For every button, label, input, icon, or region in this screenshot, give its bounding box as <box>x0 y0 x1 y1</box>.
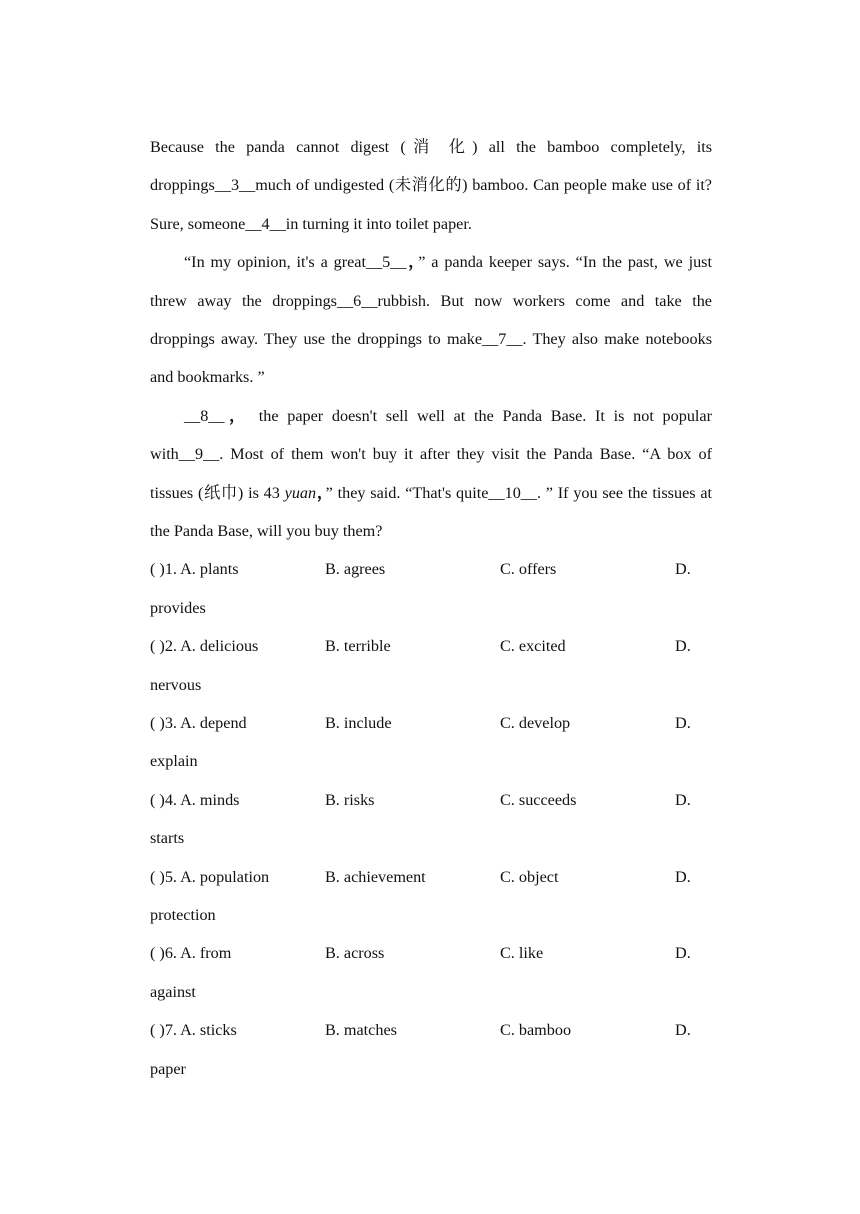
blank-8: __8__ <box>184 406 225 425</box>
text: ” a panda keeper says. “In the past, we just threw away the droppings <box>150 253 712 310</box>
blank-3: __3__ <box>214 176 256 195</box>
option-d-wrap <box>150 973 712 1011</box>
blank-10: __10__ <box>488 483 537 502</box>
blank-9: __9__ <box>178 445 220 464</box>
option-b: B. across <box>325 944 385 963</box>
question-5 <box>150 858 712 935</box>
question-1 <box>150 550 712 627</box>
text: Because the panda cannot digest ( <box>150 138 406 156</box>
option-d-label: D. <box>675 1021 691 1040</box>
option-b: B. terrible <box>325 637 391 656</box>
option-b: B. risks <box>325 790 375 809</box>
chinese-gloss: 未消化的 <box>394 175 463 195</box>
question-7 <box>150 1011 712 1088</box>
question-number-option-a: ( )7. A. sticks <box>150 1021 237 1040</box>
text: . Most of them won't buy it after they visit the Panda Base. “A box of tissues ( <box>150 445 712 502</box>
option-row <box>150 934 712 972</box>
option-d-label: D. <box>675 944 691 963</box>
option-row <box>150 550 712 588</box>
option-row <box>150 627 712 665</box>
option-d-word: provides <box>150 598 206 617</box>
text: “In my opinion, it's a great <box>184 253 366 272</box>
option-c: C. bamboo <box>500 1021 572 1040</box>
option-c: C. develop <box>500 714 571 733</box>
question-2 <box>150 627 712 704</box>
option-d-word: against <box>150 982 196 1001</box>
option-b: B. include <box>325 714 392 733</box>
option-d-label: D. <box>675 714 691 733</box>
paragraph-3 <box>150 397 712 551</box>
text: ” they said. “That's quite <box>325 483 489 502</box>
paragraph-2 <box>150 243 712 397</box>
blank-7: __7__ <box>482 330 523 349</box>
option-d-label: D. <box>675 560 691 579</box>
option-d-word: protection <box>150 905 216 924</box>
option-b: B. matches <box>325 1021 397 1040</box>
comma: ， <box>406 252 419 272</box>
option-c: C. succeeds <box>500 790 577 809</box>
option-c: C. like <box>500 944 544 963</box>
option-d-word: paper <box>150 1059 186 1078</box>
text: . ” If you see the tissues at the Panda Base, will you buy them? <box>150 483 713 541</box>
question-6 <box>150 934 712 1011</box>
yuan-italic: yuan <box>284 483 317 502</box>
text: ) bamboo. Can people make use of it? Sure, someone <box>150 176 712 233</box>
option-row <box>150 704 712 742</box>
text: the paper doesn't sell well at the Panda Base. It is not popular with <box>150 406 713 464</box>
option-c: C. object <box>500 867 559 886</box>
text: ) all the bamboo completely, its droppings <box>150 138 713 195</box>
option-d-wrap <box>150 819 712 857</box>
paragraph-1 <box>150 128 712 243</box>
text: in turning it into toilet paper. <box>285 214 472 233</box>
blank-6: __6__ <box>336 291 378 310</box>
blank-5: __5__ <box>365 253 407 272</box>
text: rubbish. But now workers come and take the droppings away. They use the droppings to make <box>150 291 712 349</box>
option-d-label: D. <box>675 867 691 886</box>
text: . They also make notebooks and bookmarks. ” <box>150 330 712 387</box>
option-d-label: D. <box>675 790 691 809</box>
option-d-word: starts <box>150 829 185 848</box>
comma: ， <box>316 482 326 502</box>
option-d-word: nervous <box>150 675 202 694</box>
text: ) is 43 <box>237 483 285 502</box>
option-d-wrap <box>150 1050 712 1088</box>
question-number-option-a: ( )1. A. plants <box>150 560 239 579</box>
blank-4: __4__ <box>245 214 286 233</box>
question-number-option-a: ( )5. A. population <box>150 867 270 886</box>
option-b: B. achievement <box>325 867 426 886</box>
option-c: C. offers <box>500 560 557 579</box>
chinese-gloss: 纸巾 <box>203 482 238 502</box>
option-d-wrap <box>150 666 712 704</box>
option-c: C. excited <box>500 637 566 656</box>
option-row <box>150 781 712 819</box>
option-d-wrap <box>150 742 712 780</box>
option-d-label: D. <box>675 637 691 656</box>
option-d-word: explain <box>150 752 198 771</box>
option-row <box>150 1011 712 1049</box>
options-list <box>150 550 712 1087</box>
question-number-option-a: ( )3. A. depend <box>150 714 247 733</box>
option-row <box>150 858 712 896</box>
question-number-option-a: ( )6. A. from <box>150 944 232 963</box>
comma: ， <box>224 405 251 425</box>
question-number-option-a: ( )4. A. minds <box>150 790 240 809</box>
text: much of undigested ( <box>255 176 395 195</box>
option-d-wrap <box>150 589 712 627</box>
option-b: B. agrees <box>325 560 386 579</box>
question-4 <box>150 781 712 858</box>
chinese-gloss: 消 化 <box>405 137 473 156</box>
option-d-wrap <box>150 896 712 934</box>
question-3 <box>150 704 712 781</box>
question-number-option-a: ( )2. A. delicious <box>150 637 259 656</box>
